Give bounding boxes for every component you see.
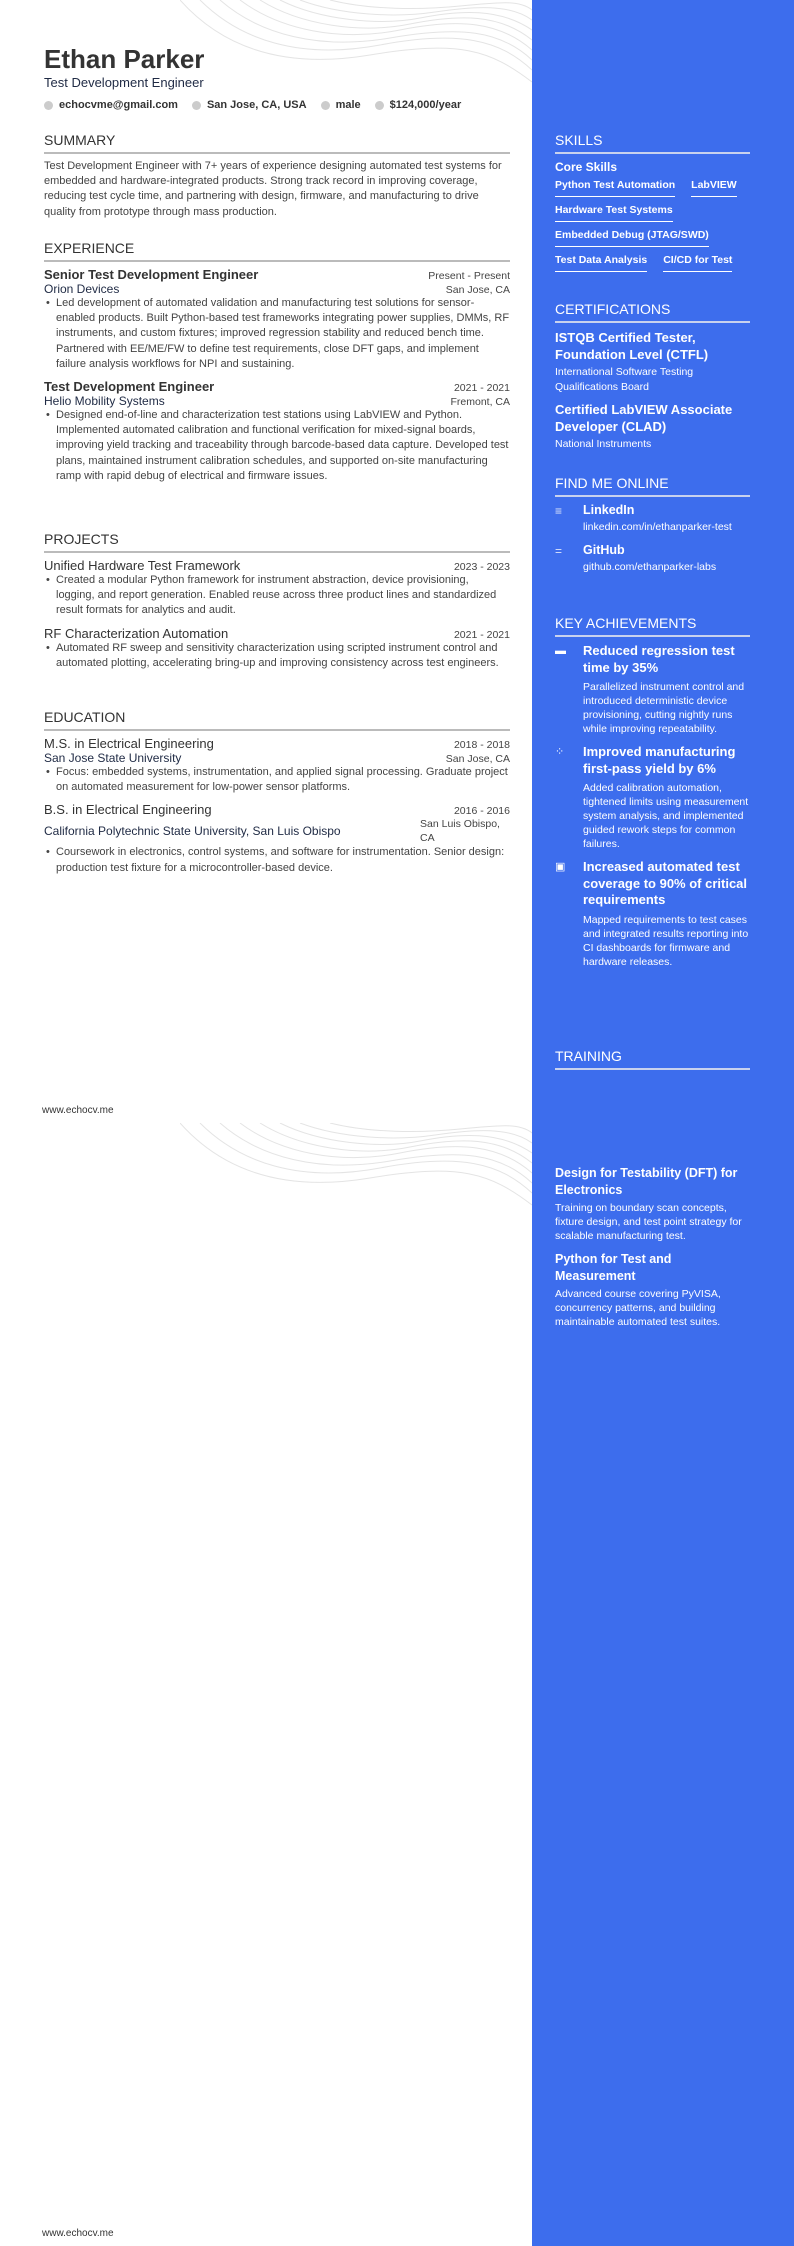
edu-dates: 2016 - 2016 bbox=[453, 805, 510, 818]
training-list bbox=[555, 1165, 750, 1329]
section-heading: EXPERIENCE bbox=[44, 240, 510, 262]
achievements-section bbox=[555, 615, 750, 977]
contact-gender: male bbox=[321, 99, 361, 111]
edu-location: San Luis Obispo, CA bbox=[420, 818, 500, 845]
bullet: • Focus: embedded systems, instrumentation, and applied signal processing. Graduate project on automated measurement for low-power sensor platforms. bbox=[44, 765, 510, 795]
skill-tag: Python Test Automation bbox=[555, 179, 675, 197]
achievement-item: ▣ Increased automated test coverage to 90% of critical requirements Mapped requirements to test cases and integrated results reporting into CI dashboards for firmware and hardware releases. bbox=[555, 859, 749, 968]
skill-tag: LabVIEW bbox=[691, 179, 737, 197]
job-location: San Jose, CA bbox=[445, 284, 510, 296]
link-url[interactable]: linkedin.com/in/ethanparker-test bbox=[583, 521, 732, 533]
skills-section bbox=[555, 132, 750, 275]
company: Helio Mobility Systems bbox=[44, 394, 165, 409]
section-heading: KEY ACHIEVEMENTS bbox=[555, 615, 750, 637]
code-icon: ▣ bbox=[555, 861, 566, 873]
training-desc: Advanced course covering PyVISA, concurrency patterns, and building maintainable automated test suites. bbox=[555, 1288, 721, 1328]
education-item bbox=[44, 802, 510, 875]
school: California Polytechnic State University, San Luis Obispo bbox=[44, 824, 341, 839]
contact-email: echocvme@gmail.com bbox=[44, 99, 178, 111]
link-url[interactable]: github.com/ethanparker-labs bbox=[583, 561, 717, 573]
section-heading: SUMMARY bbox=[44, 132, 510, 154]
skill-group: Core Skills bbox=[555, 160, 618, 174]
summary-section bbox=[44, 132, 510, 220]
skill-tag: Hardware Test Systems bbox=[555, 204, 673, 222]
cert-title: Certified LabVIEW Associate Developer (CLAD) bbox=[555, 402, 733, 434]
person-icon bbox=[321, 101, 330, 110]
training-section bbox=[555, 1048, 750, 1076]
company: Orion Devices bbox=[44, 282, 120, 296]
project-title: Unified Hardware Test Framework bbox=[44, 558, 241, 573]
bullet: • Coursework in electronics, control systems, and software for instrumentation. Senior design: production test fixture for a microcontroller-based device. bbox=[44, 845, 510, 875]
github-icon: = bbox=[555, 544, 563, 558]
job-title: Senior Test Development Engineer bbox=[44, 267, 259, 282]
edu-dates: 2018 - 2018 bbox=[453, 739, 510, 751]
education-item bbox=[44, 736, 510, 795]
training-title: Design for Testability (DFT) for Electronics bbox=[555, 1166, 738, 1197]
degree: M.S. in Electrical Engineering bbox=[44, 736, 214, 751]
online-section bbox=[555, 475, 750, 583]
candidate-name: Ethan Parker bbox=[44, 44, 205, 74]
job-dates: 2021 - 2021 bbox=[453, 382, 510, 395]
project-dates: 2023 - 2023 bbox=[453, 561, 510, 573]
section-heading: EDUCATION bbox=[44, 709, 510, 731]
section-heading: SKILLS bbox=[555, 132, 750, 154]
section-heading: TRAINING bbox=[555, 1048, 750, 1070]
bullet: • Created a modular Python framework for instrument abstraction, device provisioning, logging, and report generation. Enabled reuse across three product lines and standardized result formats for analytics and audit. bbox=[44, 573, 510, 619]
degree: B.S. in Electrical Engineering bbox=[44, 802, 212, 818]
cert-issuer: National Instruments bbox=[555, 438, 652, 450]
cert-title: ISTQB Certified Tester, Foundation Level (CTFL) bbox=[555, 330, 709, 362]
job-location: Fremont, CA bbox=[450, 396, 510, 409]
cert-issuer: International Software Testing Qualifications Board bbox=[555, 366, 694, 393]
skill-tag: Embedded Debug (JTAG/SWD) bbox=[555, 229, 709, 247]
summary-text: Test Development Engineer with 7+ years of experience designing automated test systems for embedded and hardware-integrated products. Strong track record in improving coverage, reducing test cycle time, and partnering with design, firmware, and manufacturing to drive quality from prototype through mass production. bbox=[44, 160, 502, 218]
project-title: RF Characterization Automation bbox=[44, 625, 229, 641]
education-section bbox=[44, 709, 510, 883]
target-icon: ⁘ bbox=[555, 746, 565, 758]
contact-salary: $124,000/year bbox=[375, 99, 462, 111]
section-heading: CERTIFICATIONS bbox=[555, 301, 750, 323]
job-title: Test Development Engineer bbox=[44, 379, 215, 395]
training-title: Python for Test and Measurement bbox=[555, 1252, 672, 1283]
bullet: • Automated RF sweep and sensitivity characterization using scripted instrument control and automated plotting, accelerating bring-up and improving consistency across test engineers. bbox=[44, 641, 510, 671]
experience-section bbox=[44, 240, 510, 491]
experience-item bbox=[44, 267, 510, 372]
project-item bbox=[44, 558, 510, 619]
training-desc: Training on boundary scan concepts, fixture design, and test point strategy for scalable manufacturing test. bbox=[555, 1202, 742, 1242]
online-link-linkedin[interactable]: ≡ LinkedIn linkedin.com/in/ethanparker-test bbox=[555, 503, 732, 533]
speech-bubble-icon: ▬ bbox=[555, 645, 566, 657]
footer-link[interactable]: www.echocv.me bbox=[42, 2228, 114, 2239]
footer-link[interactable]: www.echocv.me bbox=[42, 1105, 114, 1116]
school: San Jose State University bbox=[44, 751, 182, 765]
salary-icon bbox=[375, 101, 384, 110]
project-item bbox=[44, 626, 510, 671]
wave-decoration bbox=[180, 1123, 532, 1213]
linkedin-icon: ≡ bbox=[555, 504, 563, 518]
edu-location: San Jose, CA bbox=[445, 753, 510, 765]
contact-info bbox=[44, 99, 510, 111]
location-pin-icon bbox=[192, 101, 201, 110]
section-heading: PROJECTS bbox=[44, 531, 510, 553]
contact-location: San Jose, CA, USA bbox=[192, 99, 307, 111]
job-dates: Present - Present bbox=[428, 270, 510, 282]
bullet: • Led development of automated validation and manufacturing test solutions for sensor-enabled products. Built Python-based test frameworks integrating power supplies, DMMs, RF instruments, and custom fixtures; improved regression stability and reduced bench time. Partnered with EE/ME/FW to define test requirements, close DFT gaps, and implement failure analysis workflows for NPI and sustaining. bbox=[44, 296, 510, 372]
experience-item bbox=[44, 379, 510, 484]
certifications-section bbox=[555, 301, 750, 458]
achievement-item: ▬ Reduced regression test time by 35% Parallelized instrument control and introduced deterministic device provisioning, cutting nightly runs while improving repeatability. bbox=[555, 643, 745, 735]
achievement-item: ⁘ Improved manufacturing first-pass yield by 6% Added calibration automation, tightened limits using measurement system analysis, and implemented guided rework steps for common failures. bbox=[555, 744, 749, 850]
section-heading: FIND ME ONLINE bbox=[555, 475, 750, 497]
at-icon bbox=[44, 101, 53, 110]
skill-tag: CI/CD for Test bbox=[663, 254, 732, 272]
candidate-title: Test Development Engineer bbox=[44, 75, 204, 90]
skill-tag: Test Data Analysis bbox=[555, 254, 647, 272]
project-dates: 2021 - 2021 bbox=[453, 628, 510, 641]
online-link-github[interactable]: = GitHub github.com/ethanparker-labs bbox=[555, 543, 717, 573]
bullet: • Designed end-of-line and characterization test stations using LabVIEW and Python. Implemented automated calibration and functional verification for mixed-signal boards, improving yield tracking and traceability through barcode-based data capture. Developed test plans, maintained instrument calibration schedules, and supported on-site manufacturing ramp with rapid debug of electrical and firmware issues. bbox=[44, 408, 510, 484]
projects-section bbox=[44, 531, 510, 678]
